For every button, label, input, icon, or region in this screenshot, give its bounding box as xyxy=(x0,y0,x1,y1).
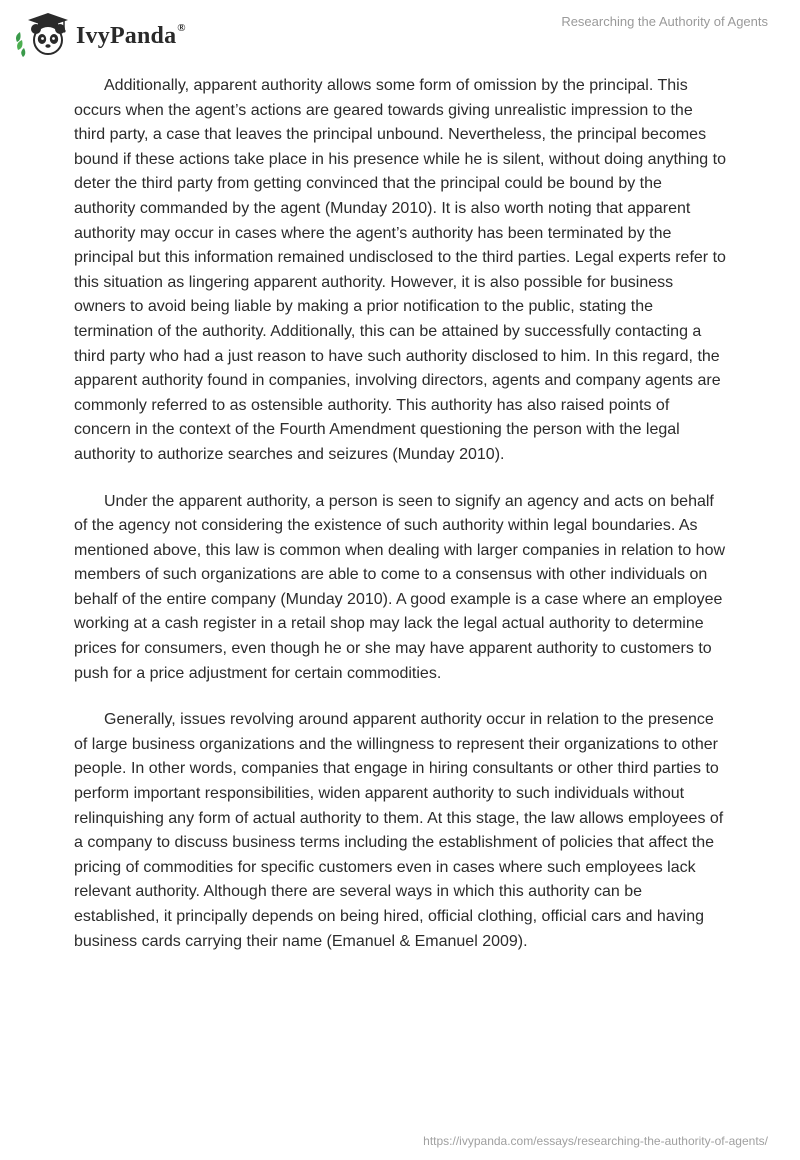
source-url[interactable]: https://ivypanda.com/essays/researching-the-authority-of-agents/ xyxy=(423,1134,768,1148)
essay-paragraph-2: Under the apparent authority, a person is seen to signify an agency and acts on behalf of the agency not considering the existence of such authority within legal boundaries. As mentioned above, this law is common when dealing with larger companies in relation to how members of such organizations are able to come to a consensus with other individuals on behalf of the entire company (Munday 2010). A good example is a case where an employee working at a cash register in a retail shop may lack the legal actual authority to determine prices for consumers, even though he or she may have apparent authority to customers to push for a price adjustment for certain commodities. xyxy=(74,492,726,682)
essay-body xyxy=(74,74,726,976)
document-title: Researching the Authority of Agents xyxy=(561,14,768,29)
panda-graduate-icon xyxy=(14,10,74,58)
logo-wordmark: IvyPanda® xyxy=(76,21,186,49)
ivypanda-logo[interactable] xyxy=(14,10,186,58)
essay-paragraph-1: Additionally, apparent authority allows some form of omission by the principal. This occurs when the agent’s actions are geared towards giving unrealistic impression to the third party, a case that leaves the principal unbound. Nevertheless, the principal becomes bound if these actions take place in his presence while he is silent, without doing anything to deter the third party from getting convinced that the principal could be bound by the authority commanded by the agent (Munday 2010). It is also worth noting that apparent authority may occur in cases where the agent’s authority has been terminated by the principal but this information remained undisclosed to the third parties. Legal experts refer to this situation as lingering apparent authority. However, it is also possible for business owners to avoid being liable by making a prior notification to the public, stating the termination of the authority. Additionally, this can be attained by successfully contacting a third party who had a just reason to have such authority disclosed to him. In this regard, the apparent authority found in companies, involving directors, agents and company agents are commonly referred to as ostensible authority. This authority has also raised points of concern in the context of the Fourth Amendment questioning the person with the legal authority to authorize searches and seizures (Munday 2010). xyxy=(74,77,726,463)
essay-paragraph-3: Generally, issues revolving around apparent authority occur in relation to the presence of large business organizations and the willingness to represent their organizations to other people. In other words, companies that engage in hiring consultants or other third parties to perform important responsibilities, widen apparent authority to such individuals without relinquishing any form of actual authority to them. At this stage, the law allows employees of a company to discuss business terms including the establishment of policies that affect the pricing of commodities for specific customers even in cases where such employees lack relevant authority. Although there are several ways in which this authority can be established, it principally depends on being hired, official clothing, official cars and having business cards carrying their name (Emanuel & Emanuel 2009). xyxy=(74,711,724,950)
page-header xyxy=(0,0,800,70)
